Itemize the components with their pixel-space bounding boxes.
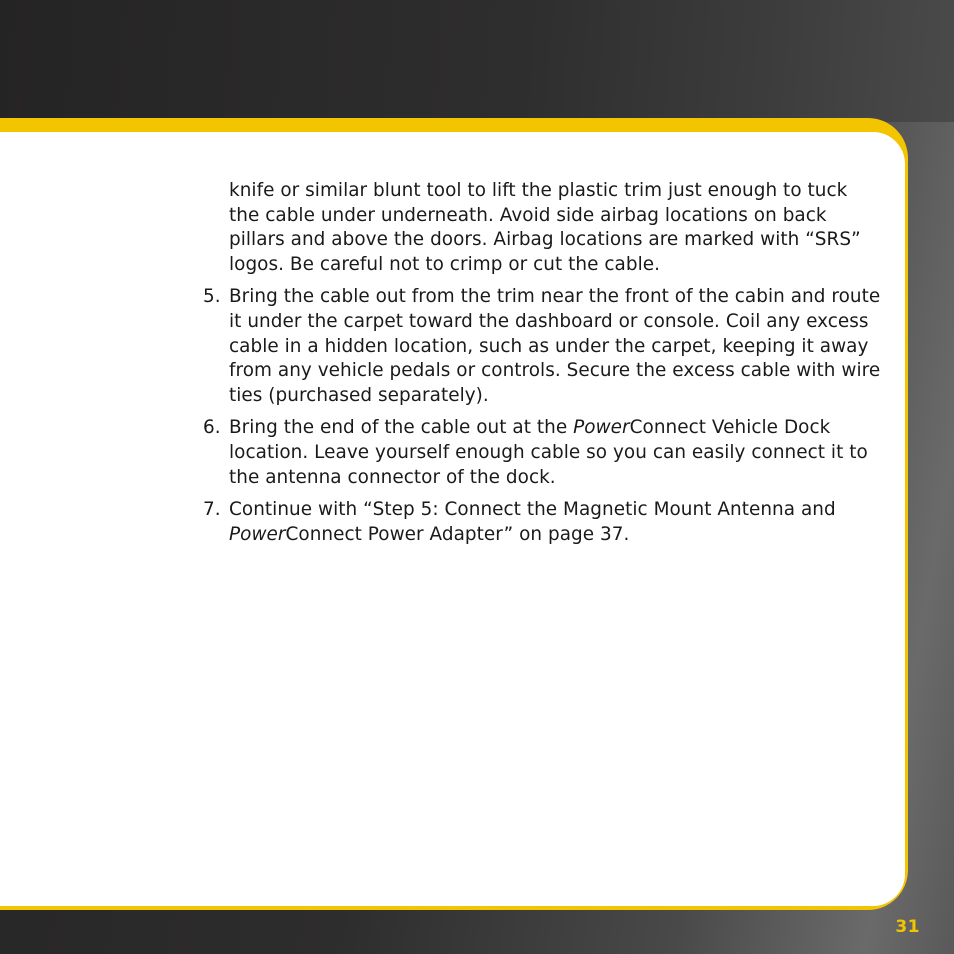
step-text-start: Bring the end of the cable out at the — [229, 417, 574, 439]
header-band — [0, 0, 954, 122]
step-number: 7. — [203, 498, 221, 520]
step-text-end: Connect Power Adapter” on page 37. — [285, 523, 630, 545]
step-number: 5. — [203, 286, 221, 308]
page-number: 31 — [895, 917, 920, 937]
step-6 — [203, 416, 883, 490]
step-text-end: Connect Vehicle Dock location. Leave yourself enough cable so you can easily connect it to the antenna connector of the dock. — [229, 417, 868, 488]
step-text-start: Continue with “Step 5: Connect the Magnetic Mount Antenna and — [229, 498, 836, 520]
step-text: Bring the cable out from the trim near the front of the cabin and route it under the carpet toward the dashboard or console. Coil any excess cable in a hidden location, such as under the carpet, keeping it away from any vehicle pedals or controls. Secure the excess cable with wire ties (purchased separately). — [229, 286, 881, 407]
step-7 — [203, 498, 883, 547]
page-content — [203, 179, 883, 547]
step-5 — [203, 285, 883, 409]
step-number: 6. — [203, 417, 221, 439]
brand-italic: Power — [229, 523, 286, 545]
brand-italic: Power — [573, 417, 630, 439]
intro-paragraph: knife or similar blunt tool to lift the plastic trim just enough to tuck the cable under underneath. Avoid side airbag locations on back pillars and above the doors. Airbag locations are marked with “SRS” logos. Be careful not to crimp or cut the cable. — [229, 180, 861, 276]
